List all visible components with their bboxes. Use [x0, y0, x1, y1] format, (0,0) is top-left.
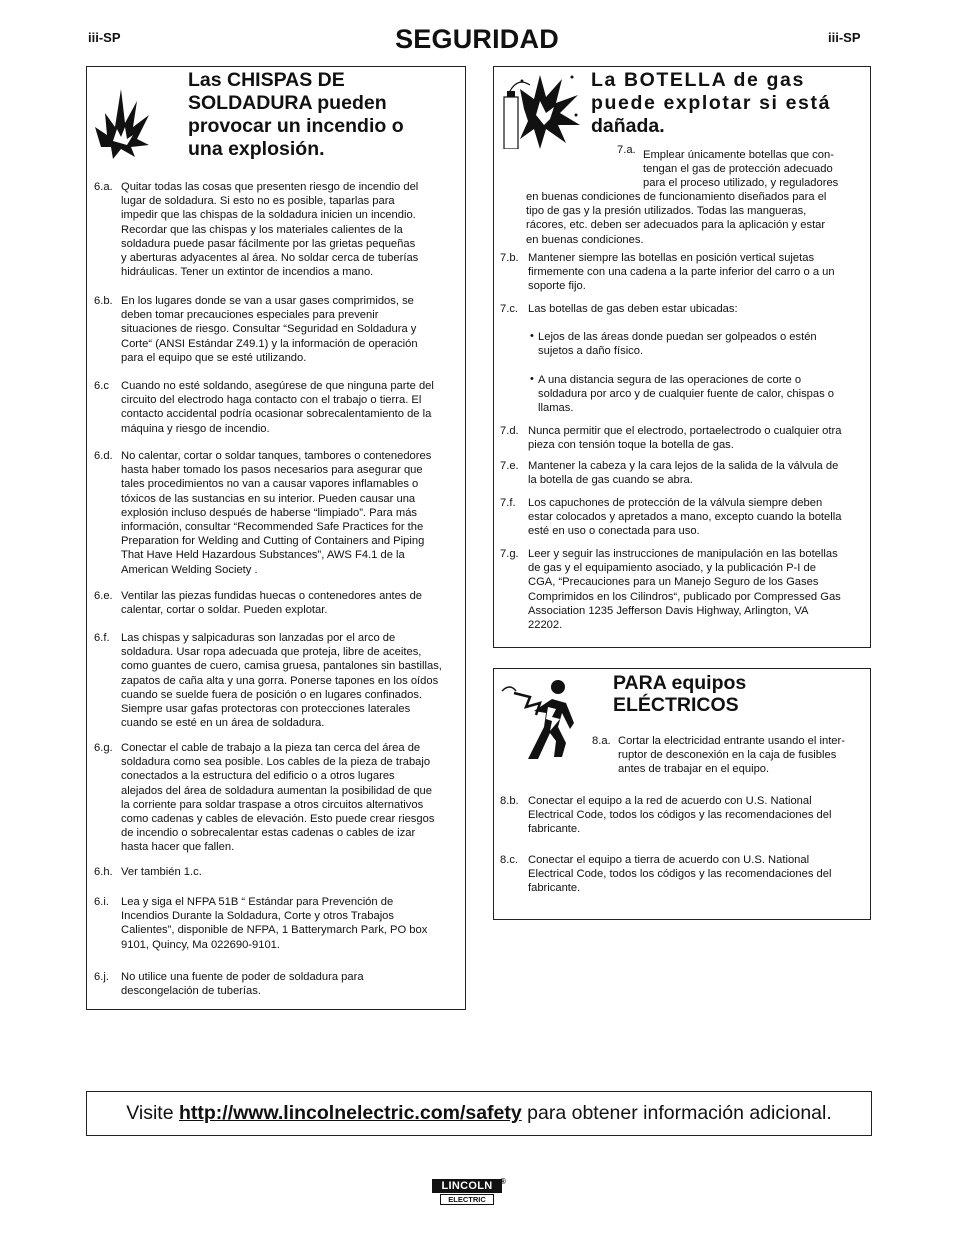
- item-text: Ventilar las piezas fundidas huecas o contenedores antes de calentar, cortar o soldar. Pueden explotar.: [121, 590, 423, 617]
- item-text: Conectar el equipo a la red de acuerdo con U.S. National Electrical Code, todos los códigos y las recomendaciones del fabricante.: [528, 795, 832, 836]
- item-text: Quitar todas las cosas que presenten riesgo de incendio del lugar de soldadura. Si esto no es posible, taparlas para impedir que las chispas de la soldadura inicien un incendio. Recordar que las chispas y los materiales calientes de la soldadura puede pasar fácilmente por las grietas pequeñas y aberturas adyacentes al área. No soldar cerca de tuberías hidráulicas. Tener un extintor de incendios a mano.: [121, 181, 419, 279]
- item-text: En los lugares donde se van a usar gases comprimidos, se deben tomar precauciones especiales para prevenir situaciones de riesgo. Consultar “Seguridad en Soldadura y Corte“ (ANSI Estándar Z49.1) y la información de operación para el equipo que se esté utilizando.: [121, 295, 418, 364]
- item-number: 7.e.: [500, 460, 519, 472]
- item-number: 6.j.: [94, 971, 109, 983]
- item-text: No calentar, cortar o soldar tanques, tambores o contenedores hasta haber tomado los pasos necesarios para asegurar que tales procedimientos no van a causar vapores inflamables o tóxicos de las sustancias en su interior. Pueden causar una explosión incluso después de haberse “limpiado”. Para más información, consultar “Recommended Safe Practices for the Preparation for Welding and Cutting of Containers and Piping That Have Held Hazardous Substances”, AWS F4.1 de la American Welding Society .: [121, 450, 432, 576]
- section-gas-cylinder-title: La BOTELLA de gas puede explotar si está dañada.: [591, 69, 832, 137]
- page-code-left: iii-SP: [88, 30, 121, 45]
- footer-box: [86, 1091, 872, 1136]
- item-number: 6.a.: [94, 181, 113, 193]
- bullet-text: Lejos de las áreas donde puedan ser golpeados o estén sujetos a daño físico.: [538, 331, 817, 358]
- section-sparks-title: Las CHISPAS DE SOLDADURA pueden provocar un incendio o una explosión.: [188, 69, 404, 160]
- item-text: Conectar el equipo a tierra de acuerdo con U.S. National Electrical Code, todos los códigos y las recomendaciones del fabricante.: [528, 854, 832, 895]
- item-number: 6.g.: [94, 742, 113, 754]
- item-text: No utilice una fuente de poder de soldadura para descongelación de tuberías.: [121, 971, 364, 998]
- item-number: 6.i.: [94, 896, 109, 908]
- item-text: Nunca permitir que el electrodo, portaelectrodo o cualquier otra pieza con tensión toque la botella de gas.: [528, 425, 842, 452]
- explosion-icon: [91, 83, 153, 161]
- item-text: Lea y siga el NFPA 51B “ Estándar para Prevención de Incendios Durante la Soldadura, Corte y otros Trabajos Calientes”, disponible de NFPA, 1 Batterymarch Park, PO box 9101, Quincy, Ma 022690-9101.: [121, 896, 428, 951]
- item-number: 6.b.: [94, 295, 113, 307]
- item-number: 6.h.: [94, 866, 113, 878]
- bullet-text: A una distancia segura de las operaciones de corte o soldadura por arco y de cualquier fuente de calor, chispas o llamas.: [538, 374, 835, 415]
- item-number: 6.c: [94, 380, 109, 392]
- item-number: 7.g.: [500, 548, 519, 560]
- item-text: Conectar el cable de trabajo a la pieza tan cerca del área de soldadura como sea posible. Los cables de la pieza de trabajo conectados a la estructura del edificio o a otros lugares alejados del área de soldadura aumentan la posibilidad de que la corriente para soldar traspase a otros circuitos alternativos como cadenas y cables de elevación. Esto puede crear riesgos de incendio o sobrecalentar estas cadenas o cables de izar hasta hacer que fallen.: [121, 742, 435, 854]
- section-electrical-title: PARA equipos ELÉCTRICOS: [613, 672, 747, 716]
- item-number: 6.e.: [94, 590, 113, 602]
- item-text: Mantener la cabeza y la cara lejos de la salida de la válvula de la botella de gas cuando se abra.: [528, 460, 839, 487]
- bullet: •: [530, 373, 534, 385]
- item-number: 6.f.: [94, 632, 110, 644]
- lincoln-electric-logo: LINCOLN ® ELECTRIC: [432, 1179, 508, 1207]
- item-number: 7.c.: [500, 303, 519, 315]
- item-text: en buenas condiciones de funcionamiento diseñados para el tipo de gas y la presión utilizados. Todas las mangueras, rácores, etc. deben ser adecuados para la aplicación y estar en buenas condiciones.: [526, 191, 827, 246]
- bullet: •: [530, 330, 534, 342]
- item-number: 8.b.: [500, 795, 519, 807]
- footer-text: Visite http://www.lincolnelectric.com/safety para obtener información adicional.: [126, 1102, 832, 1124]
- item-text: Las chispas y salpicaduras son lanzadas por el arco de soldadura. Usar ropa adecuada que proteja, libre de aceites, como guantes de cuero, camisa gruesa, pantalones sin bastillas, zapatos de caña alta y una gorra. Ponerse tapones en los oídos cuando se suelde fuera de posición o en lugares confinados. Siempre usar gafas protectoras con protecciones laterales cuando se esté en un área de soldadura.: [121, 632, 442, 730]
- page-title: SEGURIDAD: [395, 24, 559, 54]
- safety-link[interactable]: http://www.lincolnelectric.com/safety: [178, 1102, 522, 1124]
- item-text: Las botellas de gas deben estar ubicadas:: [528, 303, 738, 315]
- item-number: 7.b.: [500, 252, 519, 264]
- item-text: Los capuchones de protección de la válvula siempre deben estar colocados y apretados a mano, excepto cuando la botella esté en uso o conectada para uso.: [528, 497, 842, 538]
- item-number: 7.a.: [617, 144, 636, 156]
- item-text: Mantener siempre las botellas en posición vertical sujetas firmemente con una cadena a la parte inferior del carro o a un soporte fijo.: [528, 252, 835, 293]
- page-code-right: iii-SP: [828, 30, 861, 45]
- item-text: Cortar la electricidad entrante usando el inter- ruptor de desconexión en la caja de fusibles antes de trabajar en el equipo.: [618, 735, 845, 776]
- electric-shock-icon: [500, 677, 598, 759]
- item-number: 8.c.: [500, 854, 519, 866]
- item-number: 6.d.: [94, 450, 113, 462]
- item-number: 7.d.: [500, 425, 519, 437]
- item-text: Emplear únicamente botellas que con- tengan el gas de protección adecuado para el proceso utilizado, y reguladores: [643, 149, 839, 190]
- item-text: Ver también 1.c.: [121, 866, 202, 878]
- item-text: Cuando no esté soldando, asegúrese de que ninguna parte del circuito del electrodo haga contacto con el trabajo o tierra. El contacto accidental podría ocasionar sobrecalentamiento de la máquina y riesgo de incendio.: [121, 380, 434, 435]
- item-text: Leer y seguir las instrucciones de manipulación en las botellas de gas y el equipamiento asociado, y la publicación P-I de CGA, “Precauciones para un Manejo Seguro de los Gases Comprimidos en los Cilindros“, publicado por Compressed Gas Association 1235 Jefferson Davis Highway, Arlington, VA 22202.: [528, 548, 841, 632]
- item-number: 7.f.: [500, 497, 516, 509]
- item-number: 8.a.: [592, 735, 611, 747]
- gas-cylinder-explosion-icon: [500, 69, 584, 149]
